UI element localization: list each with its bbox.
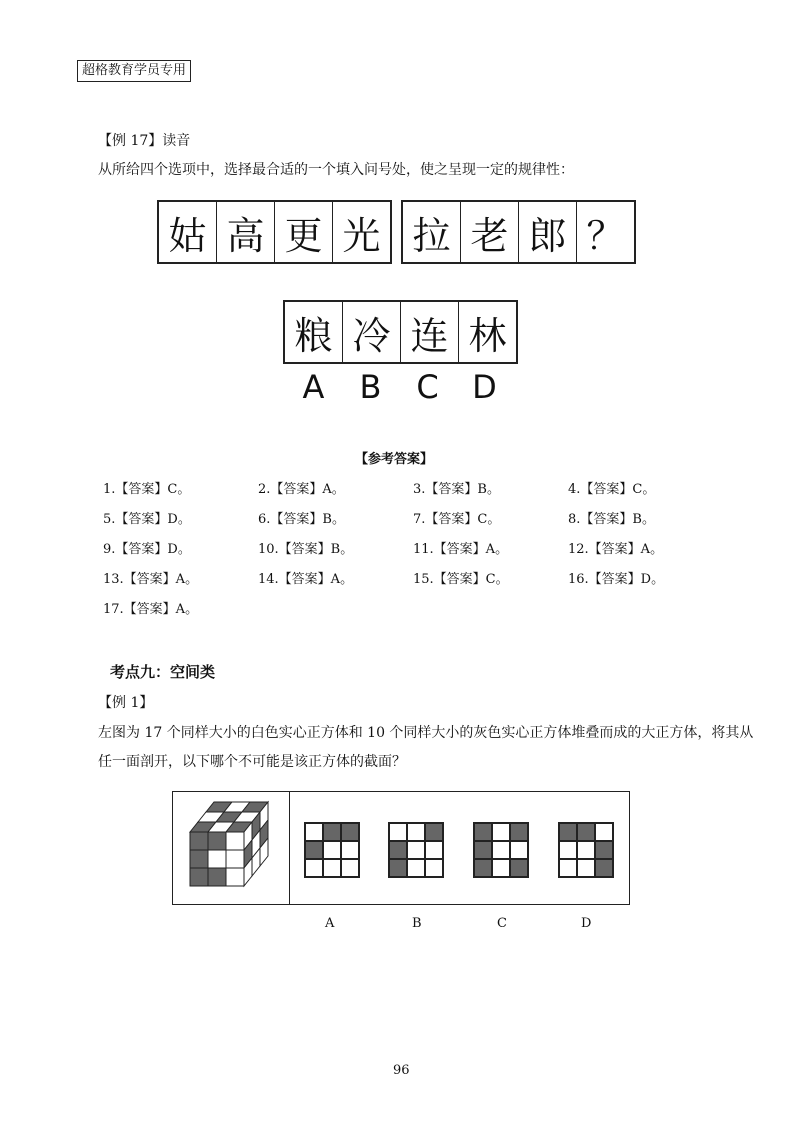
option-labels — [285, 368, 513, 406]
option-label-a: A — [302, 368, 325, 406]
cross-section-option-b — [388, 822, 444, 878]
char-options — [283, 300, 518, 364]
example1-question-line2: 任一面剖开，以下哪个不可能是该正方体的截面？ — [98, 754, 406, 770]
figure-label-d: D — [581, 916, 592, 931]
example1-title: 【例 1】 — [98, 695, 154, 711]
char-cell: 高 — [217, 202, 275, 262]
figure-label-c: C — [497, 916, 507, 931]
option-char-a: 粮 — [285, 302, 343, 362]
char-cell: 拉 — [403, 202, 461, 262]
answer-item: 11.【答案】A。 — [413, 542, 509, 557]
answer-item: 14.【答案】A。 — [258, 572, 354, 587]
answer-item: 3.【答案】B。 — [413, 482, 500, 497]
answer-item: 17.【答案】A。 — [103, 602, 199, 617]
figure-divider — [289, 791, 290, 905]
cube-figure — [180, 800, 280, 896]
answer-item: 13.【答案】A。 — [103, 572, 199, 587]
example17-question: 从所给四个选项中，选择最合适的一个填入问号处，使之呈现一定的规律性： — [98, 162, 574, 178]
answer-item: 10.【答案】B。 — [258, 542, 354, 557]
char-cell: 姑 — [159, 202, 217, 262]
option-label-b: B — [359, 368, 382, 406]
example17-title: 【例 17】读音 — [98, 133, 191, 149]
answer-item: 2.【答案】A。 — [258, 482, 345, 497]
answer-item: 6.【答案】B。 — [258, 512, 345, 527]
section-title: 考点九：空间类 — [110, 663, 216, 681]
option-label-d: D — [472, 368, 497, 406]
figure-label-a: A — [325, 916, 335, 931]
char-cell: 郎 — [519, 202, 577, 262]
answer-item: 15.【答案】C。 — [413, 572, 509, 587]
question-mark-cell: ？ — [586, 213, 625, 258]
answer-item: 12.【答案】A。 — [568, 542, 664, 557]
char-cell: 老 — [461, 202, 519, 262]
answer-item: 7.【答案】C。 — [413, 512, 501, 527]
answer-item: 8.【答案】B。 — [568, 512, 655, 527]
char-group-2 — [401, 200, 636, 264]
example1-question-line1: 左图为 17 个同样大小的白色实心正方体和 10 个同样大小的灰色实心正方体堆叠而成的大正方体，将其从 — [98, 725, 754, 741]
answer-item: 16.【答案】D。 — [568, 572, 665, 587]
option-char-b: 冷 — [343, 302, 401, 362]
char-cell: 光 — [342, 213, 381, 258]
cross-section-option-d — [558, 822, 614, 878]
option-label-c: C — [416, 368, 439, 406]
figure-label-b: B — [412, 916, 422, 931]
answer-item: 9.【答案】D。 — [103, 542, 191, 557]
char-group-1 — [157, 200, 392, 264]
answer-item: 5.【答案】D。 — [103, 512, 191, 527]
answer-item: 4.【答案】C。 — [568, 482, 656, 497]
cross-section-option-c — [473, 822, 529, 878]
char-cell: 更 — [275, 202, 333, 262]
cross-section-option-a — [304, 822, 360, 878]
option-char-c: 连 — [401, 302, 459, 362]
answer-item: 1.【答案】C。 — [103, 482, 191, 497]
header-tag: 超格教育学员专用 — [77, 60, 191, 82]
answers-heading: 【参考答案】 — [355, 452, 434, 467]
option-char-d: 林 — [468, 313, 507, 358]
page-number: 96 — [393, 1063, 410, 1078]
